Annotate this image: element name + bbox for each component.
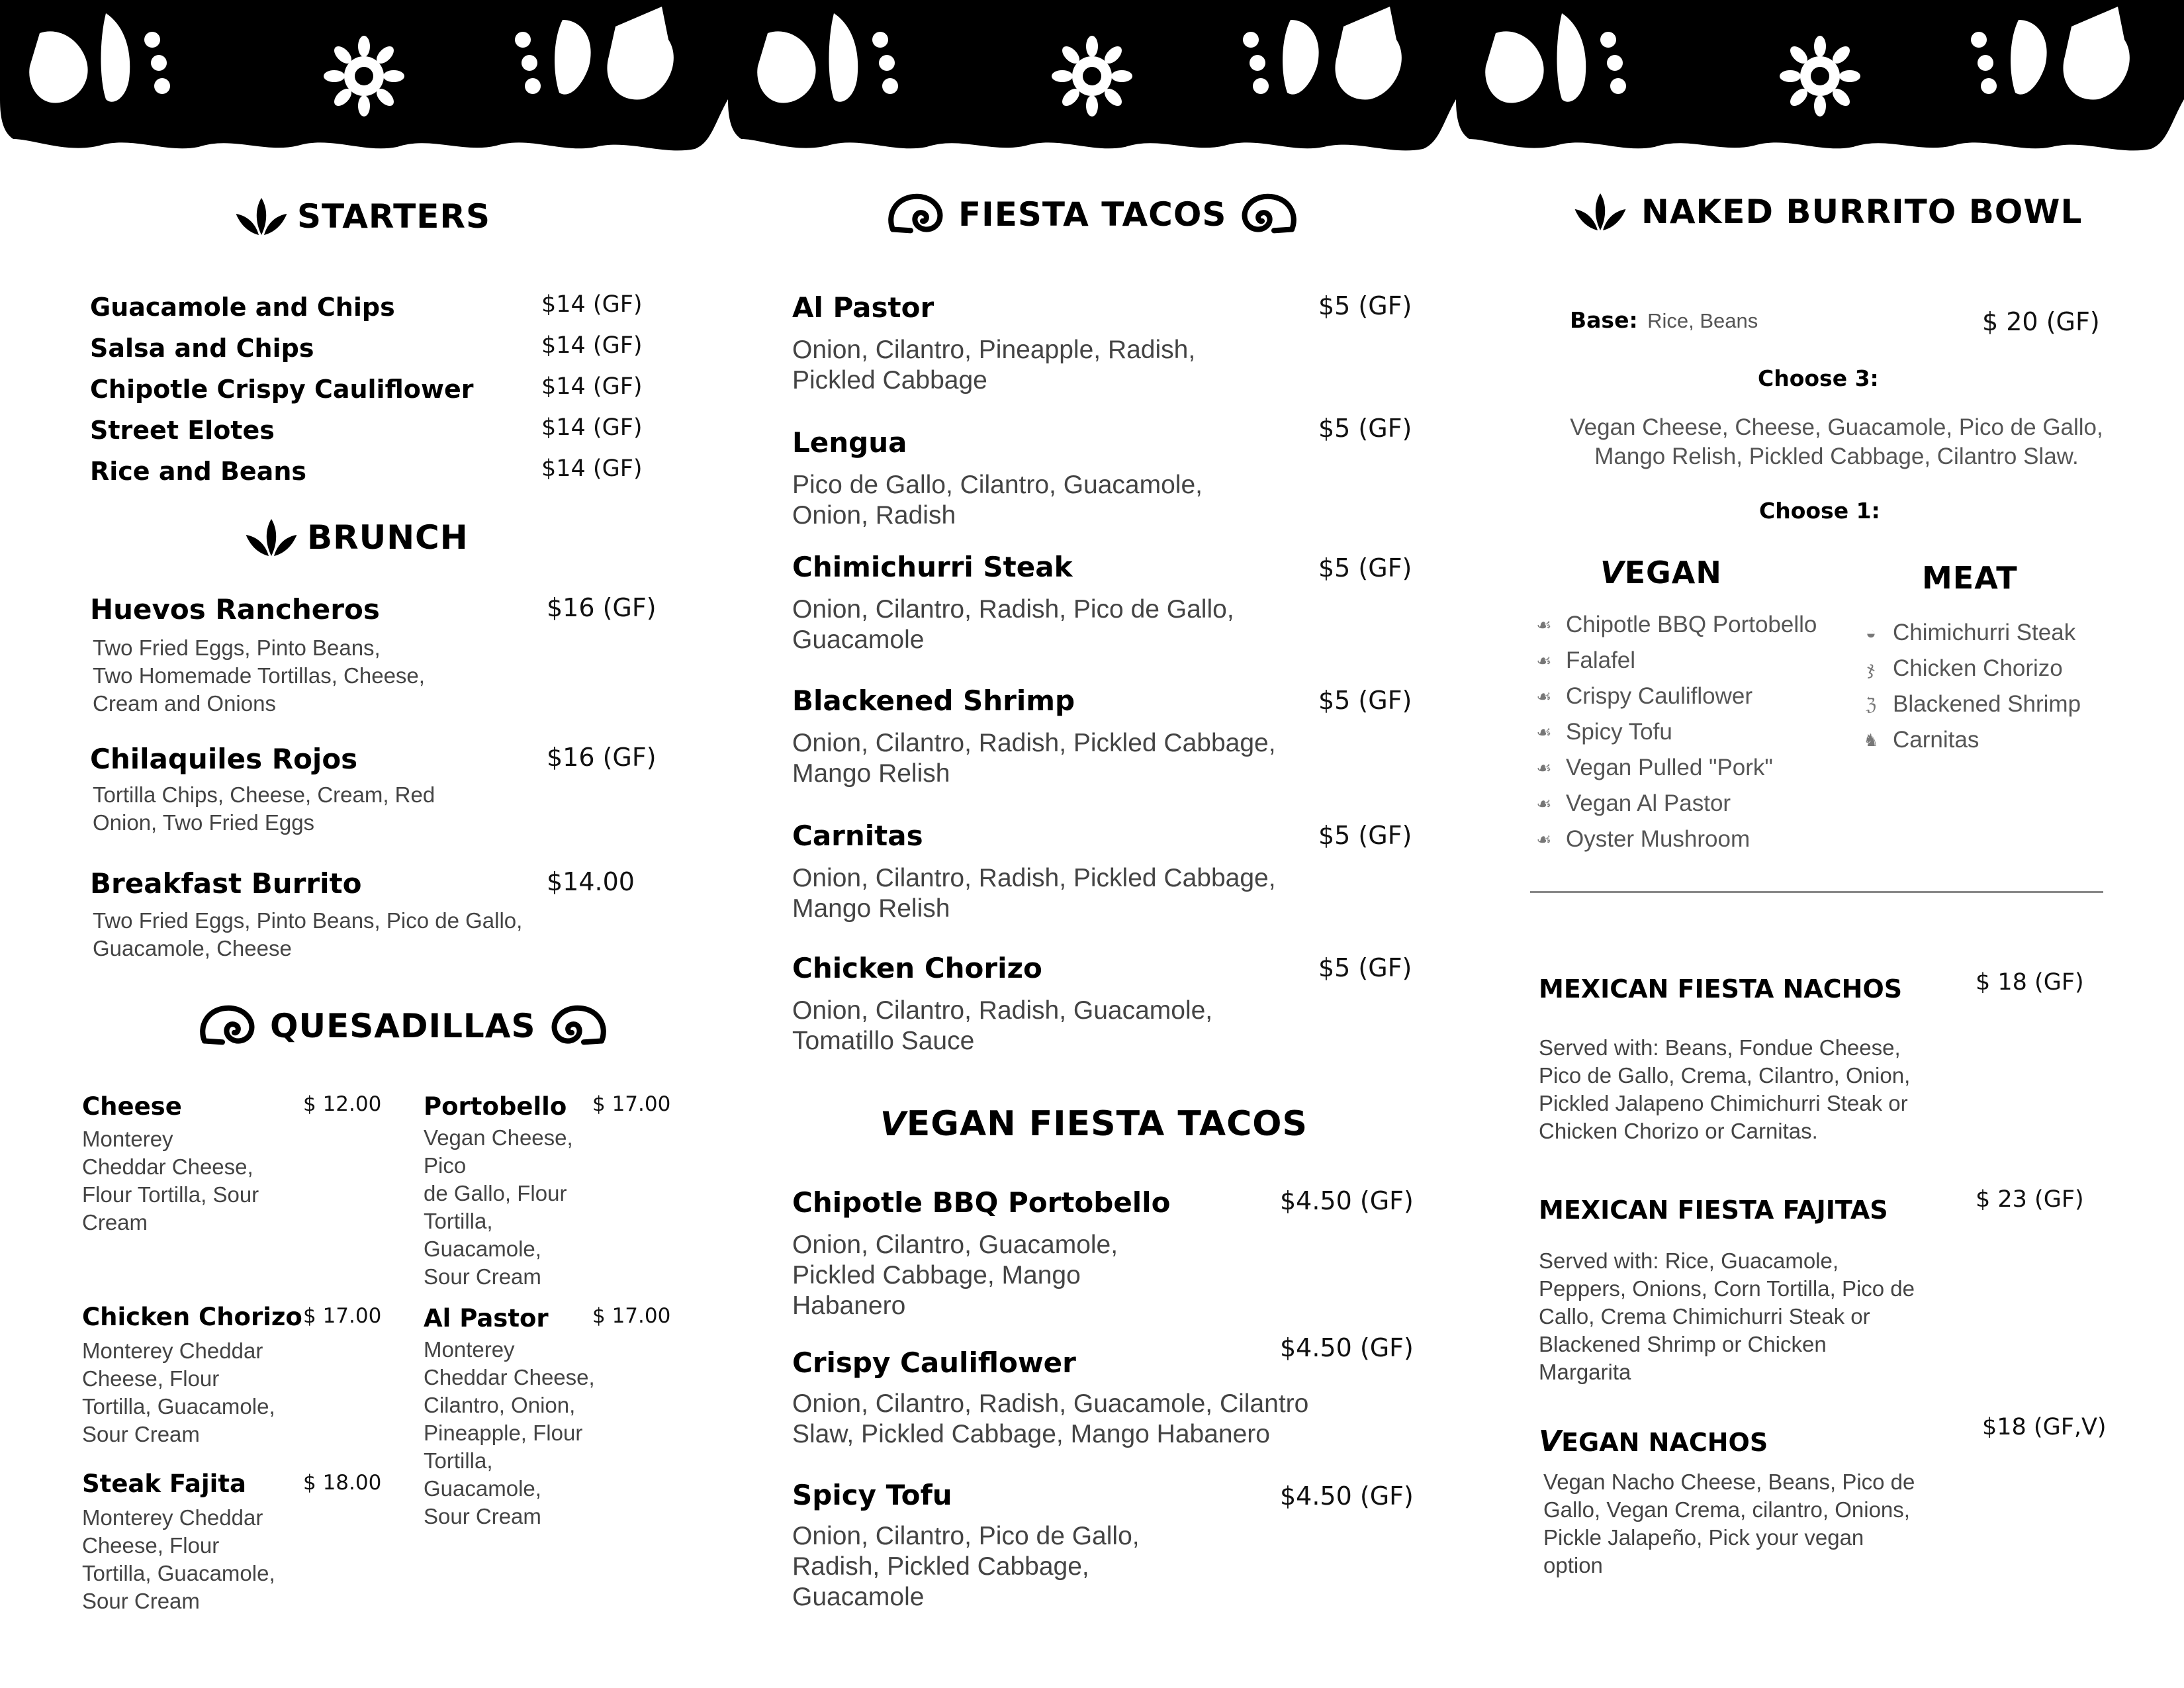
starter-name: Chipotle Crispy Cauliflower (90, 375, 474, 404)
taco-price: $5 (GF) (1318, 821, 1412, 850)
brunch-name: Huevos Rancheros (90, 593, 380, 626)
vegan-tacos-title: EGAN FIESTA TACOS (906, 1104, 1308, 1144)
taco-name: Carnitas (792, 820, 923, 852)
shrimp-icon: ℨ (1865, 694, 1877, 714)
quesadilla-desc: Monterey Cheddar Cheese, Flour Tortilla, Guacamole, Sour Cream (82, 1505, 275, 1613)
meat-subheading: MEAT (1922, 560, 2018, 596)
vegan-taco-name: Chipotle BBQ Portobello (792, 1186, 1171, 1219)
meat-protein-item (1861, 620, 2075, 646)
quesadilla-name: Cheese (82, 1092, 182, 1121)
vegan-protein-item (1534, 790, 1731, 817)
vegan-taco-desc: Onion, Cilantro, Guacamole, Pickled Cabbage, Mango Habanero (792, 1231, 1118, 1320)
brunch-heading (245, 516, 469, 559)
quesadilla-name: Portobello (424, 1092, 567, 1121)
starter-name: Salsa and Chips (90, 334, 314, 363)
quesadilla-price: $ 17.00 (592, 1304, 671, 1328)
taco-price: $5 (GF) (1318, 553, 1412, 583)
leaf-outline-icon: ☙ (1536, 722, 1552, 742)
choose1-label: Choose 1: (1759, 498, 1880, 524)
taco-desc: Onion, Cilantro, Radish, Guacamole, Tomatillo Sauce (792, 996, 1213, 1055)
quesadilla-desc: Monterey Cheddar Cheese, Flour Tortilla, Guacamole, Sour Cream (82, 1338, 275, 1446)
meat-protein-item (1861, 727, 1979, 753)
meat-protein-label: Chimichurri Steak (1893, 620, 2076, 645)
leaf-outline-icon: ☙ (1536, 650, 1552, 671)
vegan-protein-item (1534, 755, 1773, 781)
quesadilla-name: Steak Fajita (82, 1470, 246, 1498)
right-item-price: $18 (GF,V) (1982, 1414, 2107, 1440)
right-item-price: $ 18 (GF) (1976, 969, 2084, 996)
section-divider (1530, 891, 2103, 893)
taco-name: Lengua (792, 426, 907, 459)
vegan-subheading-text: EGAN (1624, 555, 1722, 590)
swirl-icon (1238, 193, 1298, 236)
right-item-name-text: EGAN NACHOS (1561, 1428, 1768, 1457)
vegan-protein-label: Crispy Cauliflower (1566, 683, 1753, 709)
meat-protein-label: Chicken Chorizo (1893, 655, 2063, 681)
vegan-protein-item (1534, 826, 1750, 853)
leaf-outline-icon: ☙ (1536, 793, 1552, 814)
leaf-outline-icon: ☙ (1536, 686, 1552, 706)
taco-desc: Onion, Cilantro, Radish, Pickled Cabbage, Mango Relish (792, 864, 1276, 923)
starters-title: STARTERS (297, 197, 490, 236)
taco-price: $5 (GF) (1318, 414, 1412, 443)
vegan-tacos-heading (880, 1104, 1308, 1144)
bowl-base (1570, 307, 1758, 333)
leaf-outline-icon: ☙ (1536, 757, 1552, 778)
right-item-price: $ 23 (GF) (1976, 1186, 2084, 1213)
agave-leaf-icon (245, 516, 298, 559)
brunch-price: $16 (GF) (547, 593, 657, 622)
burrito-bowl-heading (1574, 191, 2082, 233)
taco-name: Blackened Shrimp (792, 684, 1075, 717)
swirl-icon (887, 193, 946, 236)
vegan-v-icon: V (1539, 1425, 1562, 1458)
brunch-title: BRUNCH (307, 518, 469, 557)
pig-icon: ♞ (1863, 729, 1879, 750)
burrito-bowl-title: NAKED BURRITO BOWL (1641, 193, 2083, 231)
quesadillas-title: QUESADILLAS (270, 1007, 536, 1045)
starter-price: $14 (GF) (541, 414, 643, 441)
choose3-label: Choose 3: (1758, 365, 1879, 391)
brunch-name: Chilaquiles Rojos (90, 743, 358, 775)
taco-price: $5 (GF) (1318, 291, 1412, 320)
vegan-taco-desc: Onion, Cilantro, Pico de Gallo, Radish, Pickled Cabbage, Guacamole (792, 1522, 1140, 1611)
vegan-protein-item (1534, 719, 1672, 745)
meat-protein-item (1861, 655, 2063, 682)
vegan-protein-item (1534, 612, 1817, 638)
right-item-desc: Vegan Nacho Cheese, Beans, Pico de Gallo, Vegan Crema, cilantro, Onions, Pickle Jalapeño, Pick your vegan option (1543, 1470, 1915, 1577)
quesadilla-desc: Monterey Cheddar Cheese, Flour Tortilla, Sour Cream (82, 1127, 259, 1235)
vegan-protein-label: Chipotle BBQ Portobello (1566, 612, 1817, 637)
fiesta-tacos-title: FIESTA TACOS (958, 195, 1227, 234)
taco-price: $5 (GF) (1318, 686, 1412, 715)
brunch-desc: Two Fried Eggs, Pinto Beans, Pico de Gallo, Guacamole, Cheese (93, 908, 523, 961)
vegan-taco-price: $4.50 (GF) (1280, 1186, 1414, 1215)
swirl-icon (548, 1005, 608, 1047)
vegan-protein-label: Oyster Mushroom (1566, 826, 1751, 852)
meat-protein-label: Carnitas (1893, 727, 1979, 753)
choose3-options: Vegan Cheese, Cheese, Guacamole, Pico de Gallo, Mango Relish, Pickled Cabbage, Cilantro Slaw. (1570, 414, 2103, 469)
swirl-icon (199, 1005, 258, 1047)
starter-price: $14 (GF) (541, 455, 643, 482)
vegan-protein-item (1534, 647, 1635, 674)
right-item-desc: Served with: Rice, Guacamole, Peppers, Onions, Corn Tortilla, Pico de Callo, Crema Chimichurri Steak or Blackened Shrimp or Chicken Margarita (1539, 1248, 1915, 1384)
meat-protein-label: Blackened Shrimp (1893, 691, 2081, 717)
vegan-protein-label: Vegan Pulled "Pork" (1566, 755, 1773, 780)
fiesta-tacos-heading (887, 193, 1298, 236)
vegan-protein-label: Spicy Tofu (1566, 719, 1672, 745)
taco-desc: Pico de Gallo, Cilantro, Guacamole, Onion, Radish (792, 471, 1203, 530)
quesadillas-heading (199, 1005, 608, 1047)
brunch-name: Breakfast Burrito (90, 867, 362, 900)
taco-name: Al Pastor (792, 291, 934, 324)
bowl-base-value: Rice, Beans (1647, 309, 1758, 332)
vegan-taco-name: Crispy Cauliflower (792, 1346, 1076, 1379)
steak-icon: ◒ (1866, 622, 1876, 643)
quesadilla-name: Chicken Chorizo (82, 1303, 302, 1331)
bowl-base-label: Base: (1570, 307, 1638, 333)
leaf-outline-icon: ☙ (1536, 829, 1552, 849)
agave-leaf-icon (1574, 191, 1627, 233)
vegan-subheading (1600, 555, 1722, 590)
quesadilla-desc: Vegan Cheese, Pico de Gallo, Flour Tortilla, Guacamole, Sour Cream (424, 1125, 573, 1289)
bowl-price: $ 20 (GF) (1982, 307, 2100, 336)
quesadilla-price: $ 12.00 (303, 1092, 382, 1116)
vegan-protein-label: Falafel (1566, 647, 1636, 673)
starter-name: Rice and Beans (90, 457, 306, 486)
vegan-taco-price: $4.50 (GF) (1280, 1481, 1414, 1511)
quesadilla-desc: Monterey Cheddar Cheese, Cilantro, Onion, Pineapple, Flour Tortilla, Guacamole, Sour Cream (424, 1337, 595, 1528)
vegan-taco-desc: Onion, Cilantro, Radish, Guacamole, Cilantro Slaw, Pickled Cabbage, Mango Habanero (792, 1389, 1309, 1448)
starters-heading (235, 195, 490, 238)
vegan-taco-price: $4.50 (GF) (1280, 1333, 1414, 1362)
taco-desc: Onion, Cilantro, Pineapple, Radish, Pickled Cabbage (792, 336, 1196, 395)
vegan-taco-name: Spicy Tofu (792, 1479, 952, 1511)
quesadilla-price: $ 17.00 (592, 1092, 671, 1116)
vegan-v-icon: V (880, 1105, 907, 1143)
brunch-desc: Tortilla Chips, Cheese, Cream, Red Onion, Two Fried Eggs (93, 782, 435, 835)
brunch-price: $16 (GF) (547, 743, 657, 772)
vegan-v-icon: V (1600, 555, 1625, 590)
starter-name: Guacamole and Chips (90, 293, 395, 322)
starter-name: Street Elotes (90, 416, 275, 445)
vegan-protein-item (1534, 683, 1752, 710)
starter-price: $14 (GF) (541, 291, 643, 318)
quesadilla-price: $ 18.00 (303, 1471, 382, 1495)
leaf-outline-icon: ☙ (1536, 614, 1552, 635)
quesadilla-name: Al Pastor (424, 1304, 549, 1333)
agave-leaf-icon (235, 195, 288, 238)
vegan-protein-label: Vegan Al Pastor (1566, 790, 1731, 816)
chicken-icon: ჯ (1867, 658, 1875, 679)
right-item-name: MEXICAN FIESTA FAJITAS (1539, 1196, 1888, 1225)
starter-price: $14 (GF) (541, 373, 643, 400)
right-item-name: MEXICAN FIESTA NACHOS (1539, 974, 1903, 1004)
taco-desc: Onion, Cilantro, Radish, Pickled Cabbage, Mango Relish (792, 729, 1276, 788)
starter-price: $14 (GF) (541, 332, 643, 359)
taco-name: Chicken Chorizo (792, 952, 1042, 984)
meat-protein-item (1861, 691, 2081, 718)
brunch-desc: Two Fried Eggs, Pinto Beans, Two Homemade Tortillas, Cheese, Cream and Onions (93, 635, 425, 716)
quesadilla-price: $ 17.00 (303, 1304, 382, 1328)
brunch-price: $14.00 (547, 867, 635, 896)
papel-picado-banner (0, 0, 2184, 159)
right-item-name (1539, 1425, 1768, 1458)
right-item-desc: Served with: Beans, Fondue Cheese, Pico de Gallo, Crema, Cilantro, Onion, Pickled Jalapeno Chimichurri Steak or Chicken Chorizo or Carnitas. (1539, 1035, 1911, 1143)
taco-desc: Onion, Cilantro, Radish, Pico de Gallo, Guacamole (792, 595, 1234, 654)
taco-price: $5 (GF) (1318, 953, 1412, 982)
taco-name: Chimichurri Steak (792, 551, 1073, 583)
